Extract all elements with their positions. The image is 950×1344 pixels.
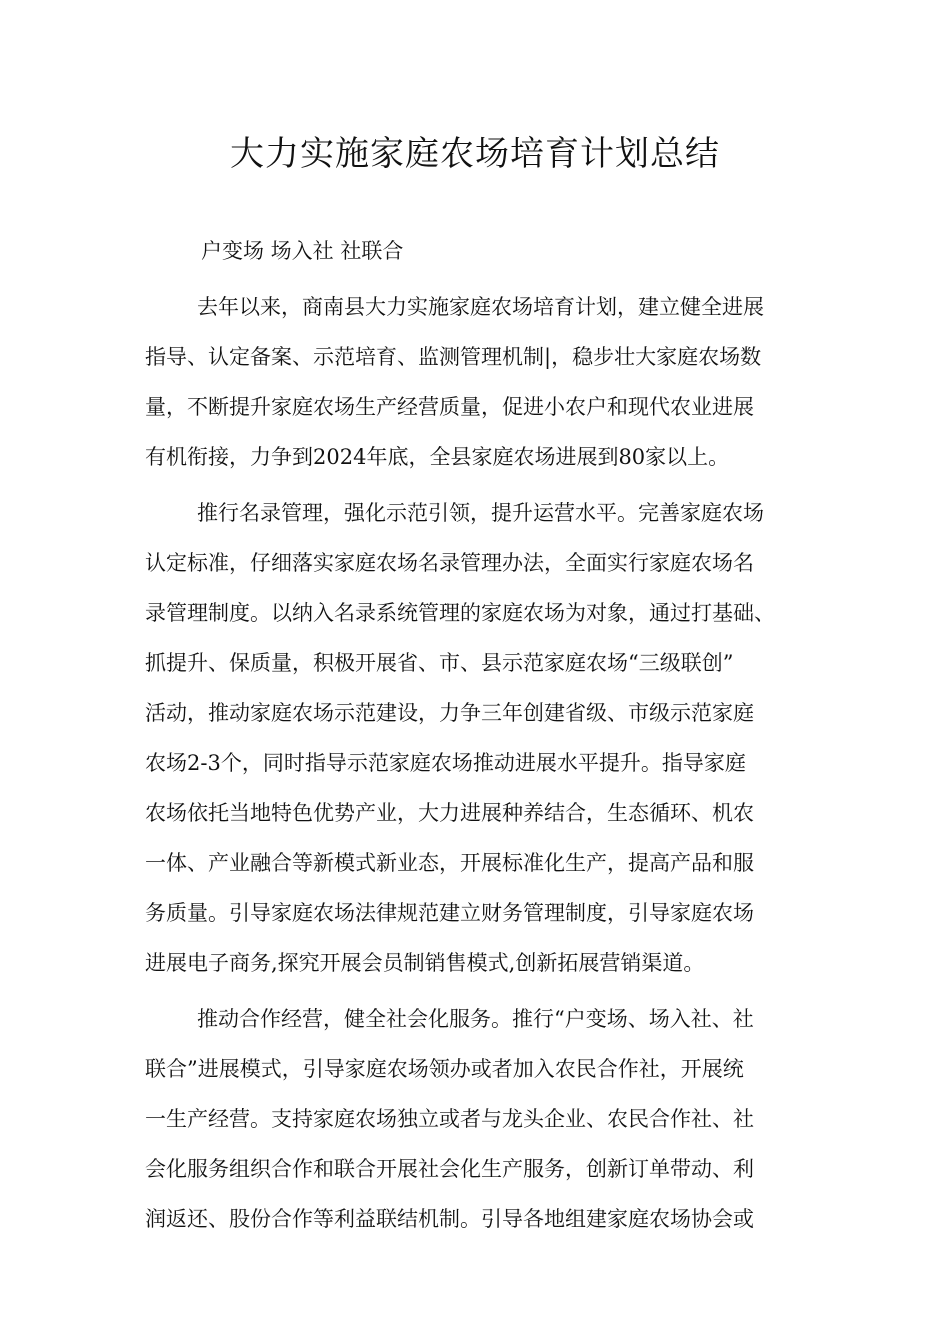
paragraph-line: 去年以来，商南县大力实施家庭农场培育计划，建立健全进展 (197, 295, 764, 319)
paragraph-line: 农场依托当地特色优势产业，大力进展种养结合，生态循环、机农 (145, 801, 754, 825)
paragraph-line: 联合”进展模式，引导家庭农场领办或者加入农民合作社，开展统 (145, 1057, 744, 1081)
paragraph-line: 指导、认定备案、示范培育、监测管理机制|，稳步壮大家庭农场数 (145, 345, 762, 369)
paragraph-line: 一体、产业融合等新模式新业态，开展标准化生产，提高产品和服 (145, 851, 754, 875)
paragraph-line: 有机衔接，力争到2024年底，全县家庭农场进展到80家以上。 (145, 445, 730, 469)
paragraph-line: 抓提升、保质量，积极开展省、市、县示范家庭农场“三级联创” (145, 651, 734, 675)
paragraph-line: 量，不断提升家庭农场生产经营质量，促进小农户和现代农业进展 (145, 395, 754, 419)
paragraph-line: 农场2-3个，同时指导示范家庭农场推动进展水平提升。指导家庭 (145, 751, 746, 775)
document-title: 大力实施家庭农场培育计划总结 (230, 134, 720, 174)
paragraph-line: 录管理制度。以纳入名录系统管理的家庭农场为对象，通过打基础、 (145, 601, 775, 625)
paragraph-line: 活动，推动家庭农场示范建设，力争三年创建省级、市级示范家庭 (145, 701, 754, 725)
paragraph-line: 务质量。引导家庭农场法律规范建立财务管理制度，引导家庭农场 (145, 901, 754, 925)
paragraph-line: 推行名录管理，强化示范引领，提升运营水平。完善家庭农场 (197, 501, 764, 525)
paragraph-3 (145, 994, 815, 1244)
paragraph-2 (145, 488, 815, 988)
paragraph-line: 推动合作经营，健全社会化服务。推行“户变场、场入社、社 (197, 1007, 754, 1031)
paragraph-line: 润返还、股份合作等利益联结机制。引导各地组建家庭农场协会或 (145, 1207, 754, 1231)
paragraph-1 (145, 282, 815, 482)
document-subtitle: 户变场 场入社 社联合 (201, 239, 404, 263)
paragraph-line: 一生产经营。支持家庭农场独立或者与龙头企业、农民合作社、社 (145, 1107, 754, 1131)
document-body (145, 226, 815, 1244)
paragraph-line: 认定标准，仔细落实家庭农场名录管理办法，全面实行家庭农场名 (145, 551, 754, 575)
paragraph-line: 会化服务组织合作和联合开展社会化生产服务，创新订单带动、利 (145, 1157, 754, 1181)
paragraph-line: 进展电子商务,探究开展会员制销售模式,创新拓展营销渠道。 (145, 951, 705, 975)
